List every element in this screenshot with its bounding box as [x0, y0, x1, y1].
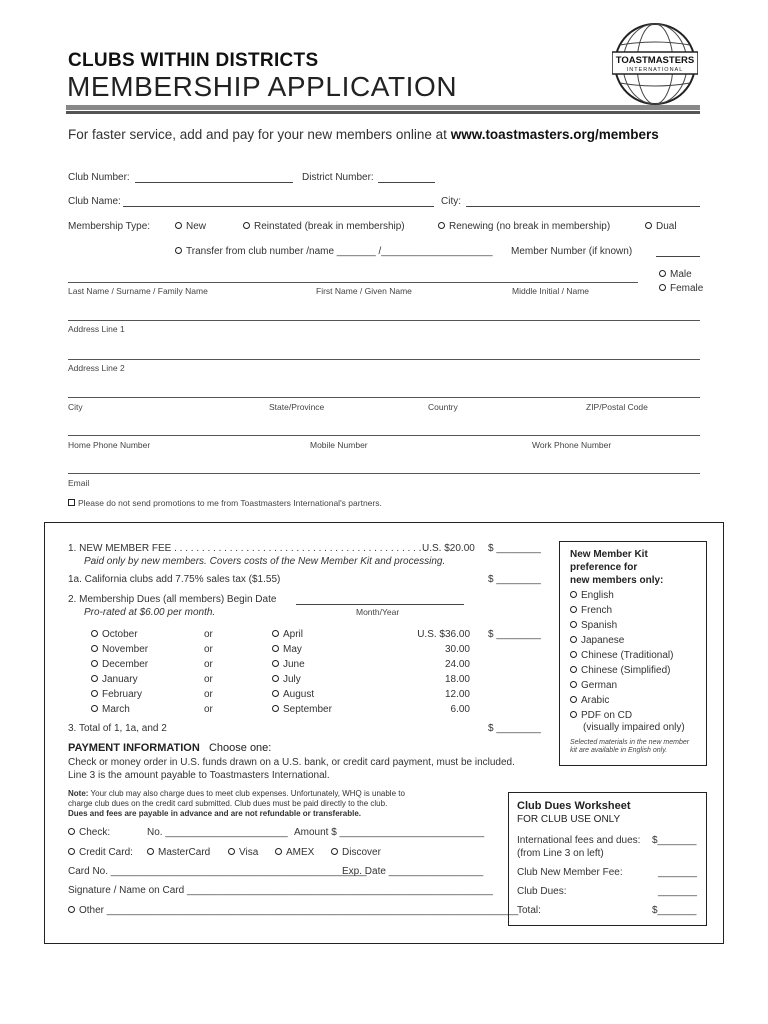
month-option-3-left[interactable]: January — [91, 674, 138, 685]
header-band — [66, 105, 700, 110]
home-phone-label: Home Phone Number — [68, 440, 151, 450]
radio-icon — [91, 705, 98, 712]
kit-language-option[interactable]: Arabic — [570, 695, 609, 706]
membership-transfer-option[interactable]: Transfer from club number /name _______ /____________________ — [175, 246, 493, 257]
radio-icon — [68, 848, 75, 855]
header-band-dark — [66, 111, 700, 114]
month-year-label: Month/Year — [356, 607, 400, 617]
month-or: or — [204, 659, 213, 670]
visa-option[interactable]: Visa — [228, 847, 258, 858]
prorated-note: Pro-rated at $6.00 per month. — [84, 607, 216, 618]
radio-icon — [68, 906, 75, 913]
club-name-label: Club Name: — [68, 196, 121, 207]
district-number-field[interactable] — [378, 172, 435, 183]
month-or: or — [204, 629, 213, 640]
sales-tax-line: 1a. California clubs add 7.75% sales tax ($1.55) — [68, 574, 281, 585]
discover-option[interactable]: Discover — [331, 847, 381, 858]
month-or: or — [204, 704, 213, 715]
kit-heading: New Member Kit preference for new members only: — [570, 549, 664, 586]
total-blank[interactable]: $ ________ — [488, 723, 541, 734]
radio-icon — [438, 222, 445, 229]
month-amount: 12.00 — [444, 689, 470, 700]
radio-icon — [570, 651, 577, 658]
member-number-label: Member Number (if known) — [511, 246, 633, 257]
radio-icon — [272, 705, 279, 712]
radio-icon — [91, 645, 98, 652]
month-option-5-right[interactable]: September — [272, 704, 332, 715]
payment-heading: PAYMENT INFORMATION Choose one: — [68, 742, 272, 754]
begin-date-field[interactable] — [296, 594, 464, 605]
last-name-label: Last Name / Surname / Family Name — [68, 286, 208, 296]
district-number-label: District Number: — [302, 172, 374, 183]
radio-icon — [272, 690, 279, 697]
membership-dues-line: 2. Membership Dues (all members) Begin Date — [68, 594, 277, 605]
promotions-option[interactable]: Please do not send promotions to me from Toastmasters International's partners. — [68, 498, 382, 508]
club-number-field[interactable] — [135, 172, 293, 183]
club-city-field[interactable] — [466, 196, 700, 207]
address1-line[interactable] — [68, 320, 700, 321]
name-line[interactable] — [68, 282, 638, 283]
membership-new-option[interactable]: New — [175, 221, 206, 232]
sales-tax-blank[interactable]: $ ________ — [488, 574, 541, 585]
club-name-field[interactable] — [123, 196, 434, 207]
radio-icon — [272, 630, 279, 637]
radio-icon — [243, 222, 250, 229]
kit-language-option[interactable]: German — [570, 680, 617, 691]
signature-field[interactable]: Signature / Name on Card _______________________________________________________ — [68, 885, 493, 896]
radio-icon — [228, 848, 235, 855]
membership-type-label: Membership Type: — [68, 221, 151, 232]
month-option-2-right[interactable]: June — [272, 659, 305, 670]
other-option[interactable]: Other __________________________________________________________________________ — [68, 905, 518, 916]
kit-note: Selected materials in the new member kit are available in English only. — [570, 739, 690, 754]
form-title: CLUBS WITHIN DISTRICTS — [68, 50, 319, 71]
radio-icon — [570, 591, 577, 598]
radio-icon — [272, 675, 279, 682]
toastmasters-logo — [612, 21, 698, 107]
month-amount: 6.00 — [450, 704, 470, 715]
kit-language-option[interactable]: French — [570, 605, 612, 616]
radio-icon — [68, 828, 75, 835]
radio-icon — [91, 660, 98, 667]
intro-text: For faster service, add and pay for your new members online at www.toastmasters.org/members — [68, 127, 659, 142]
check-amount-field[interactable]: Amount $ __________________________ — [294, 827, 485, 838]
worksheet-dues-label: Club Dues: — [517, 886, 567, 897]
total-line: 3. Total of 1, 1a, and 2 — [68, 723, 167, 734]
new-member-fee-blank[interactable]: $ ________ — [488, 543, 541, 554]
radio-icon — [570, 666, 577, 673]
address1-label: Address Line 1 — [68, 324, 125, 334]
email-label: Email — [68, 478, 90, 488]
month-amount: 18.00 — [444, 674, 470, 685]
radio-icon — [645, 222, 652, 229]
radio-icon — [570, 636, 577, 643]
month-option-2-left[interactable]: December — [91, 659, 148, 670]
new-member-fee-line: 1. NEW MEMBER FEE . . . . . . . . . . . . . . . . . . . . . . . . . . . . . . . . . . . . . . . . . . . . . . — [68, 543, 427, 554]
month-or: or — [204, 644, 213, 655]
radio-icon — [570, 711, 577, 718]
email-line[interactable] — [68, 473, 700, 474]
radio-icon — [570, 621, 577, 628]
radio-icon — [659, 284, 666, 291]
worksheet-new-fee-blank[interactable]: _______ — [658, 867, 697, 878]
member-number-field[interactable] — [656, 246, 700, 257]
pdf-sub-label: (visually impaired only) — [583, 722, 685, 733]
kit-language-option[interactable]: PDF on CD — [570, 710, 632, 721]
radio-icon — [272, 660, 279, 667]
intro-url: www.toastmasters.org/members — [450, 127, 659, 142]
month-option-0-left[interactable]: October — [91, 629, 138, 640]
worksheet-heading: Club Dues Worksheet — [517, 800, 631, 812]
month-option-0-right[interactable]: April — [272, 629, 303, 640]
club-number-label: Club Number: — [68, 172, 130, 183]
worksheet-intl-label: International fees and dues: — [517, 835, 641, 846]
membership-dual-option[interactable]: Dual — [645, 221, 677, 232]
month-amount: U.S. $36.00 — [417, 629, 470, 640]
new-member-fee-note: Paid only by new members. Covers costs of the New Member Kit and processing. — [84, 556, 446, 567]
radio-icon — [570, 681, 577, 688]
radio-icon — [175, 222, 182, 229]
work-phone-label: Work Phone Number — [532, 440, 612, 450]
form-subtitle: MEMBERSHIP APPLICATION — [67, 71, 458, 102]
phone-line[interactable] — [68, 435, 700, 436]
club-city-label: City: — [441, 196, 461, 207]
month-or: or — [204, 674, 213, 685]
middle-initial-label: Middle Initial / Name — [512, 286, 590, 296]
radio-icon — [659, 270, 666, 277]
month-option-4-right[interactable]: August — [272, 689, 314, 700]
worksheet-total-blank[interactable]: $_______ — [652, 905, 697, 916]
month-amount: 30.00 — [444, 644, 470, 655]
payment-text1: Check or money order in U.S. funds drawn on a U.S. bank, or credit card payment, must be included. — [68, 757, 515, 768]
radio-icon — [175, 247, 182, 254]
kit-language-option[interactable]: Chinese (Traditional) — [570, 650, 673, 661]
dues-blank[interactable]: $ ________ — [488, 629, 541, 640]
payment-note: Note: Your club may also charge dues to meet club expenses. Unfortunately, WHQ is unable to charge club dues on the credit card submitted. Club dues must be paid directly to the club. Dues and fees are payable in advance and are not refundable or transferable. — [68, 789, 405, 818]
credit-card-option[interactable]: Credit Card: — [68, 847, 133, 858]
payment-text2: Line 3 is the amount payable to Toastmasters International. — [68, 770, 330, 781]
worksheet-intl-sub: (from Line 3 on left) — [517, 848, 604, 859]
kit-language-option[interactable]: Chinese (Simplified) — [570, 665, 670, 676]
logo-text-bottom: INTERNATIONAL — [626, 67, 684, 73]
gender-female-option[interactable]: Female — [659, 283, 703, 294]
month-option-1-left[interactable]: November — [91, 644, 148, 655]
month-option-4-left[interactable]: February — [91, 689, 142, 700]
address2-line[interactable] — [68, 359, 700, 360]
amex-option[interactable]: AMEX — [275, 847, 314, 858]
country-label: Country — [428, 402, 458, 412]
radio-icon — [272, 645, 279, 652]
kit-language-option[interactable]: Japanese — [570, 635, 624, 646]
radio-icon — [91, 630, 98, 637]
check-number-field[interactable]: No. ______________________ — [147, 827, 288, 838]
month-option-1-right[interactable]: May — [272, 644, 302, 655]
month-or: or — [204, 689, 213, 700]
month-amount: 24.00 — [444, 659, 470, 670]
new-member-fee-amount: U.S. $20.00 — [422, 543, 475, 554]
worksheet-subheading: FOR CLUB USE ONLY — [517, 814, 621, 825]
worksheet-dues-blank[interactable]: _______ — [658, 886, 697, 897]
first-name-label: First Name / Given Name — [316, 286, 412, 296]
worksheet-new-fee-label: Club New Member Fee: — [517, 867, 623, 878]
radio-icon — [570, 696, 577, 703]
radio-icon — [331, 848, 338, 855]
zip-label: ZIP/Postal Code — [586, 402, 648, 412]
check-option[interactable]: Check: — [68, 827, 110, 838]
kit-language-option[interactable]: Spanish — [570, 620, 617, 631]
month-option-5-left[interactable]: March — [91, 704, 130, 715]
card-number-field[interactable]: Card No. ______________________________________________ — [68, 866, 367, 877]
month-option-3-right[interactable]: July — [272, 674, 301, 685]
radio-icon — [91, 690, 98, 697]
checkbox-icon — [68, 499, 75, 506]
radio-icon — [147, 848, 154, 855]
radio-icon — [91, 675, 98, 682]
address2-label: Address Line 2 — [68, 363, 125, 373]
club-dues-worksheet — [508, 792, 707, 926]
city-label: City — [68, 402, 83, 412]
membership-reinstated-option[interactable]: Reinstated (break in membership) — [243, 221, 405, 232]
logo-text-top: TOASTMASTERS — [615, 55, 695, 66]
mastercard-option[interactable]: MasterCard — [147, 847, 210, 858]
exp-date-field[interactable]: Exp. Date _________________ — [342, 866, 484, 877]
kit-language-option[interactable]: English — [570, 590, 614, 601]
new-member-kit-box — [559, 541, 707, 766]
radio-icon — [570, 606, 577, 613]
membership-renewing-option[interactable]: Renewing (no break in membership) — [438, 221, 610, 232]
state-label: State/Province — [269, 402, 325, 412]
mobile-phone-label: Mobile Number — [310, 440, 368, 450]
worksheet-intl-blank[interactable]: $_______ — [652, 835, 697, 846]
worksheet-total-label: Total: — [517, 905, 541, 916]
gender-male-option[interactable]: Male — [659, 269, 692, 280]
city-line[interactable] — [68, 397, 700, 398]
radio-icon — [275, 848, 282, 855]
